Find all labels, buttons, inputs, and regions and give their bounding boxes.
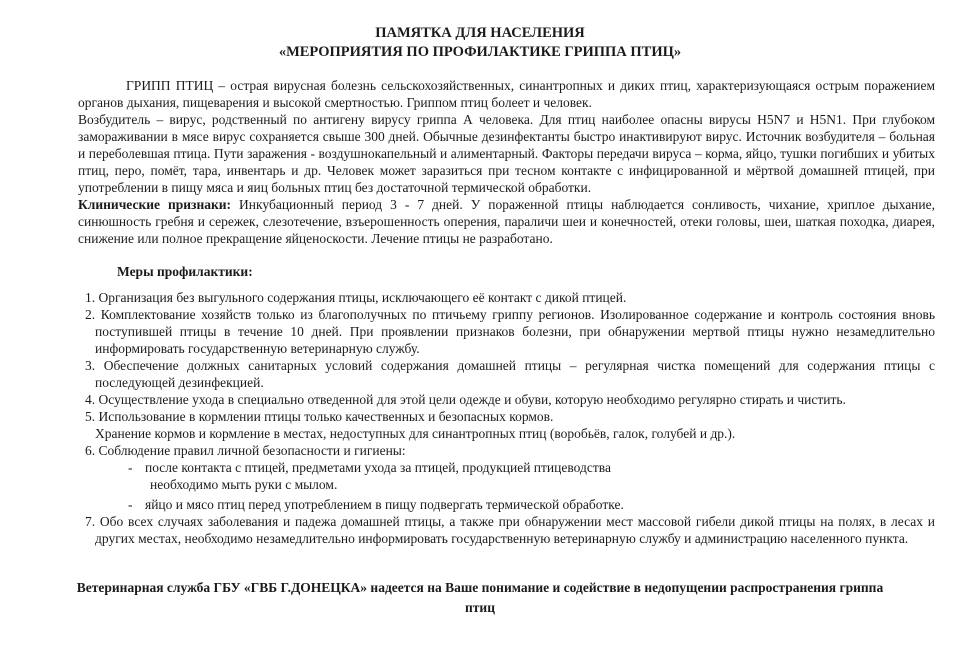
title-line-2: «МЕРОПРИЯТИЯ ПО ПРОФИЛАКТИКЕ ГРИППА ПТИЦ» — [278, 44, 682, 60]
measure-item-text: 6. Соблюдение правил личной безопасности и гигиены: — [85, 443, 406, 458]
dash-bullet: - — [128, 497, 133, 512]
measure-item-7 — [85, 513, 935, 547]
measure-item-6 — [85, 442, 935, 513]
measure-item-number: 4. — [85, 392, 96, 407]
measure-item-number: 1. — [85, 290, 96, 305]
measure-item-text: 3. Обеспечение должных санитарных условий содержания домашней птицы – регулярная чистка помещений для содержания птицы с последующей дезинфекцией. — [85, 358, 935, 390]
measure-item-number: 7. — [85, 514, 96, 529]
measure-item-1 — [85, 289, 935, 306]
measure-item-text: 2. Комплектование хозяйств только из благополучных по птичьему гриппу регионов. Изолированное содержание и контроль состояния вновь поступившей птицы в течение 10 дней. При проявлении признаков болезни, при обнаружении мертвой птицы нужно незамедлительно информировать государственную ветеринарную службу. — [85, 307, 936, 356]
measure-item-extra-line: Хранение кормов и кормление в местах, недоступных для синантропных птиц (воробьёв, галок, голубей и др.). — [95, 426, 736, 441]
measure-item-number: 2. — [85, 307, 96, 322]
footer-line-2: птиц — [465, 600, 495, 615]
measure-item-text: 4. Осуществление ухода в специально отведенной для этой цели одежде и обуви, которую необходимо регулярно стирать и чистить. — [85, 392, 846, 407]
pathogen-paragraph: Возбудитель – вирус, родственный по антигену вирусу гриппа А человека. Для птиц наиболее опасны вирусы H5N7 и H5N1. При глубоком замораживании в мясе вирус сохраняется свыше 300 дней. Обычные дезинфектанты быстро инактивируют вирус. Источник возбудителя – больная и переболевшая птица. Пути заражения - воздушнокапельный и алиментарный. Факторы передачи вируса – корма, яйцо, тушки погибших и убитых птиц, перо, помёт, тара, инвентарь и др. Человек может заразиться при тесном контакте с инфицированной и мёртвой домашней птицей, при употреблении в пищу мяса и яиц больных птиц без достаточной термической обработки. — [78, 112, 935, 195]
measures-heading: Меры профилактики: — [117, 264, 253, 279]
intro-paragraph: ГРИПП ПТИЦ – острая вирусная болезнь сельскохозяйственных, синантропных и диких птиц, характеризующаяся острым поражением органов дыхания, пищеварения и высокой смертностью. Гриппом птиц болеет и человек. — [78, 78, 935, 110]
clinical-paragraph — [78, 196, 935, 247]
measure-item-number: 6. — [85, 443, 96, 458]
footer-note — [25, 578, 935, 618]
measure-item-2 — [85, 306, 935, 357]
measure-item-text: 5. Использование в кормлении птицы только качественных и безопасных кормов. — [85, 409, 554, 424]
measure-item-3 — [85, 357, 935, 391]
measure-item-4 — [85, 391, 935, 408]
clinical-signs-text: Инкубационный период 3 - 7 дней. У пораженной птицы наблюдается сонливость, чихание, хриплое дыхание, синюшность гребня и сережек, слезотечение, взъерошенность оперения, параличи шеи и конечностей, отеки головы, шеи, шаткая походка, диарея, снижение или полное прекращение яйценоскости. Лечение птицы не разработано. — [78, 197, 935, 246]
measure-item-5 — [85, 408, 935, 442]
document-title — [25, 24, 935, 62]
measure-item-number: 5. — [85, 409, 96, 424]
hygiene-sub-item-line1: после контакта с птицей, предметами ухода за птицей, продукцией птицеводства — [145, 460, 611, 475]
hygiene-sub-item-line1: яйцо и мясо птиц перед употреблением в пищу подвергать термической обработке. — [145, 497, 624, 512]
hygiene-sub-item-1 — [85, 459, 935, 476]
hygiene-sub-item-line2: необходимо мыть руки с мылом. — [150, 477, 338, 492]
dash-bullet: - — [128, 460, 133, 475]
hygiene-sub-item-2 — [85, 496, 935, 513]
clinical-signs-lead: Клинические признаки: — [78, 197, 232, 212]
measure-item-text: 7. Обо всех случаях заболевания и падежа домашней птицы, а также при обнаружении мест массовой гибели дикой птицы на полях, в лесах и других местах, необходимо незамедлительно информировать государственную ветеринарную службу и администрацию населенного пункта. — [85, 514, 935, 546]
title-line-1: ПАМЯТКА ДЛЯ НАСЕЛЕНИЯ — [375, 25, 585, 41]
footer-line-1: Ветеринарная служба ГБУ «ГВБ Г.ДОНЕЦКА» надеется на Ваше понимание и содействие в недопущении распространения гриппа — [76, 580, 884, 595]
measure-item-text: 1. Организация без выгульного содержания птицы, исключающего её контакт с дикой птицей. — [85, 290, 627, 305]
measures-list — [85, 289, 935, 547]
measure-item-number: 3. — [85, 358, 96, 373]
